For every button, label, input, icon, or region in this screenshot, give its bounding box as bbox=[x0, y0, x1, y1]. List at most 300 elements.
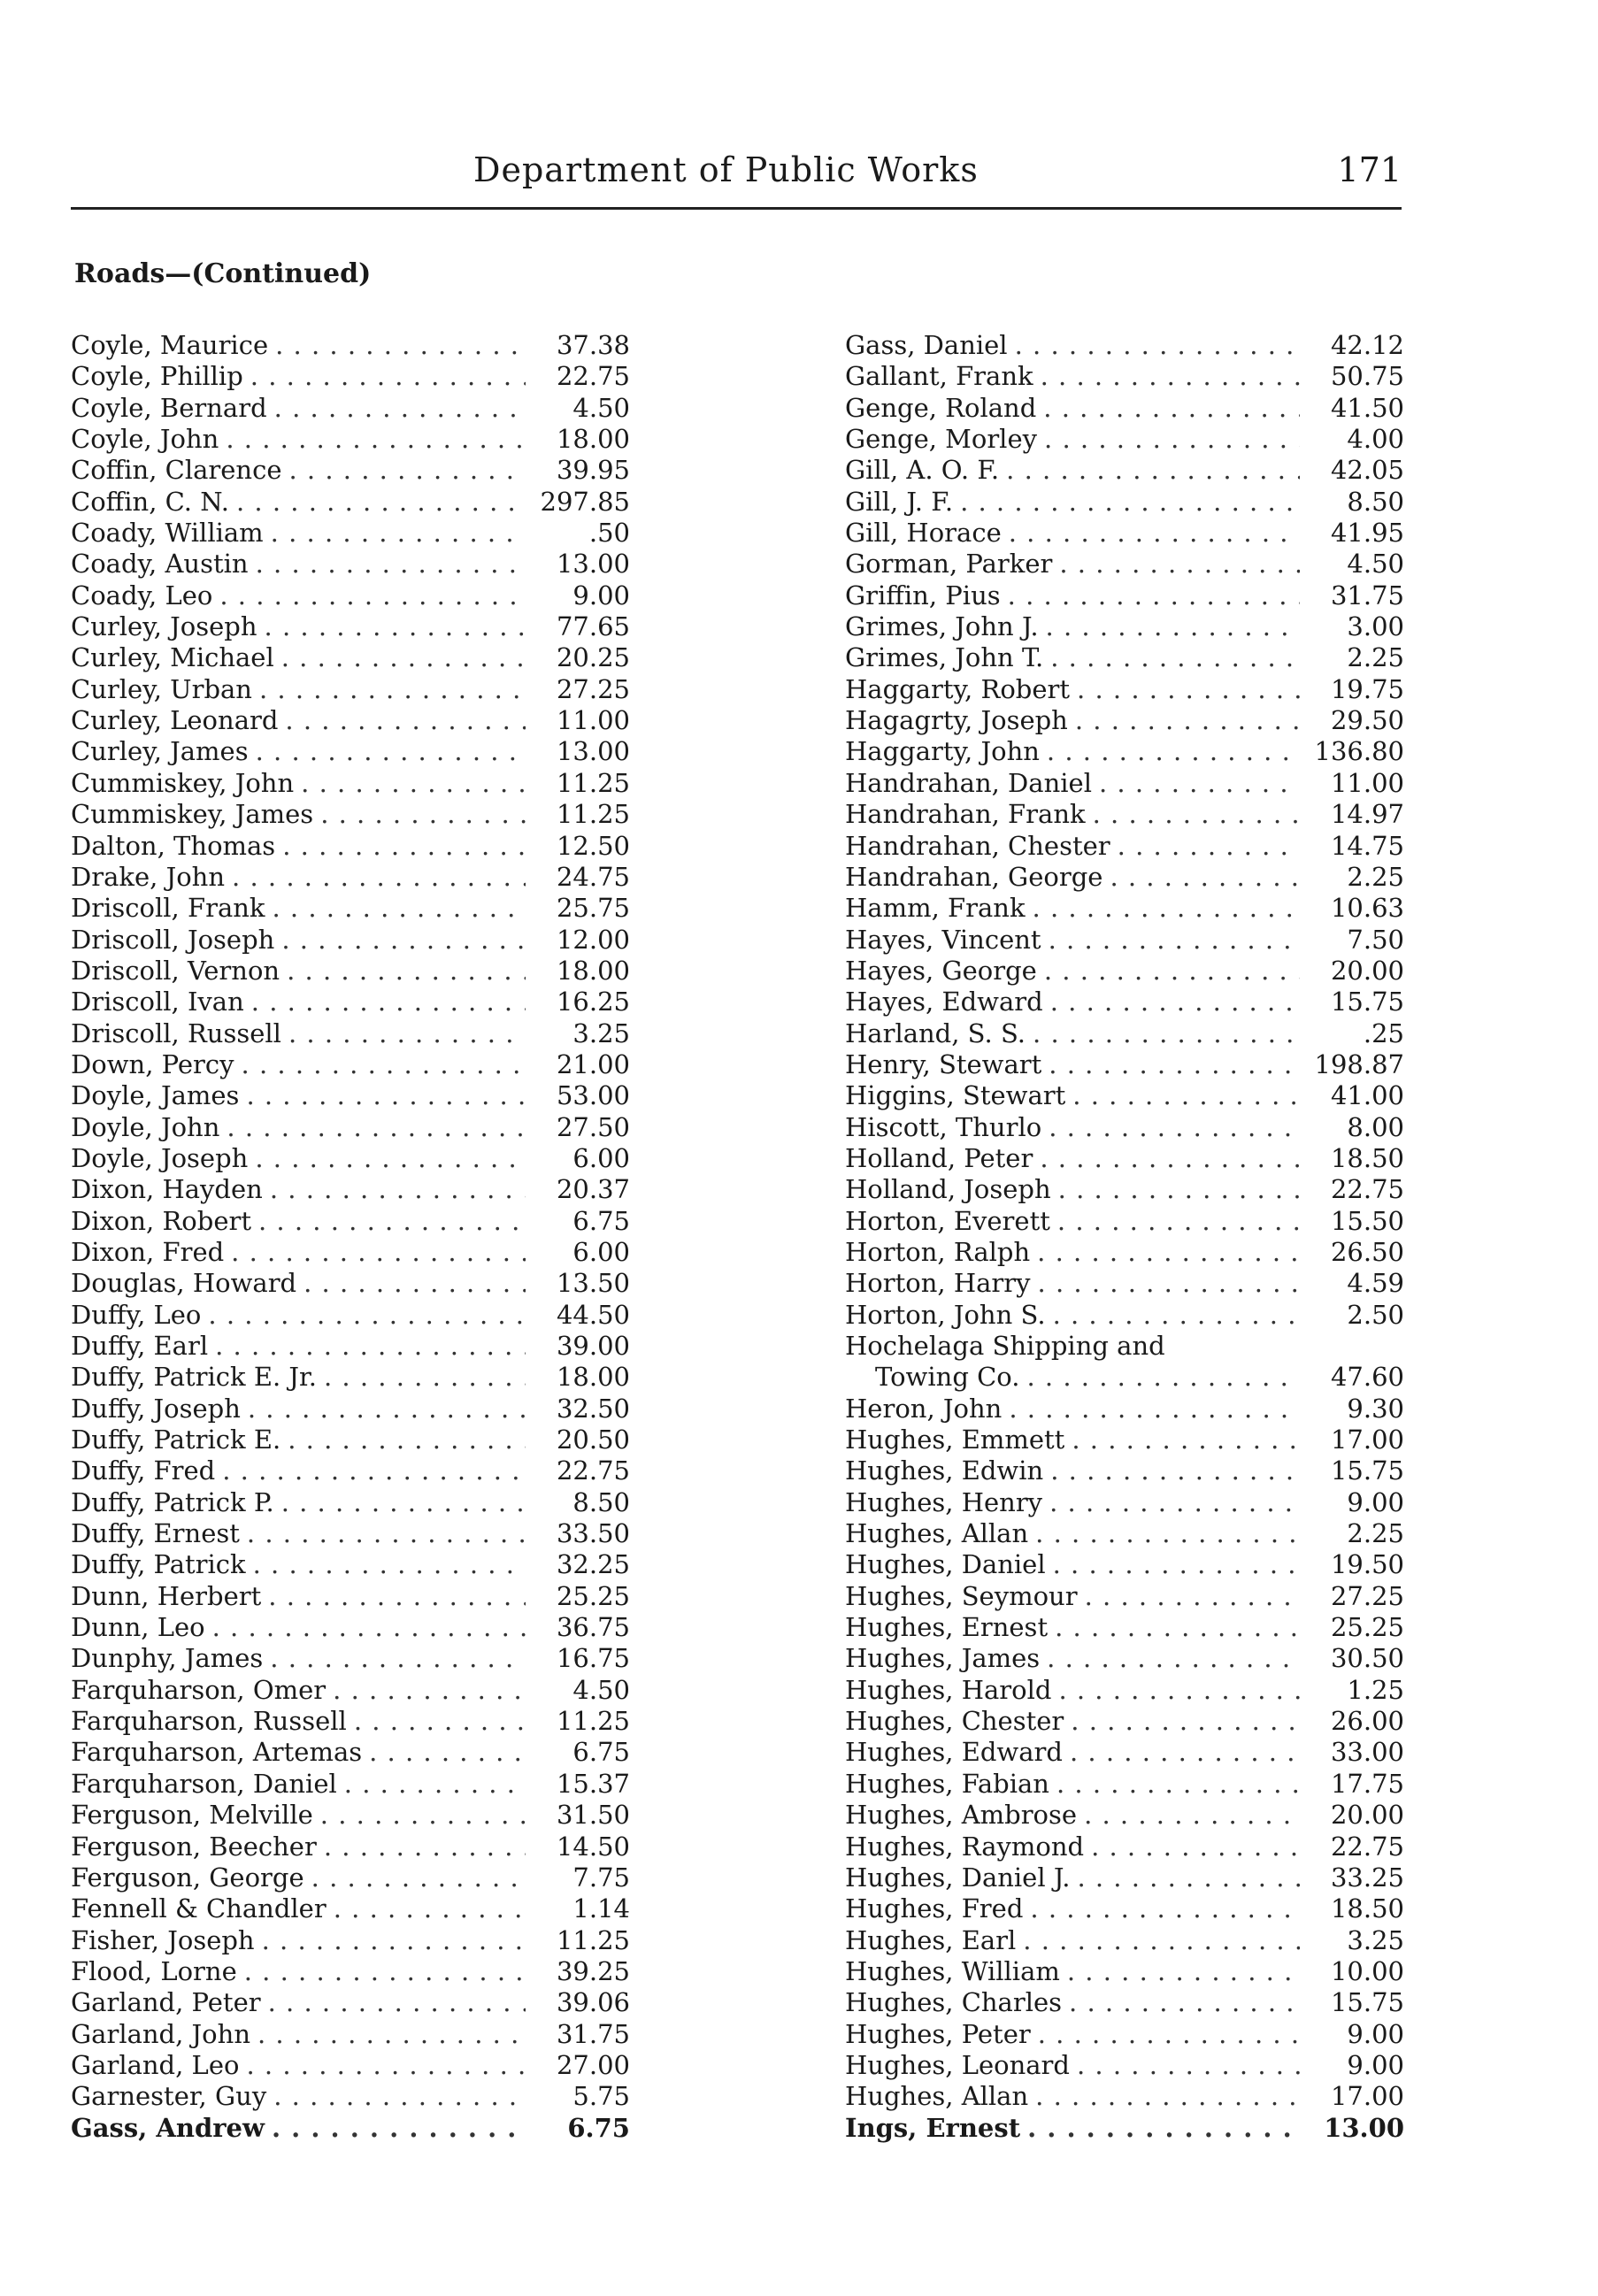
payment-amount: 41.50 bbox=[1330, 392, 1404, 423]
list-item bbox=[71, 1956, 630, 1987]
dot-leader bbox=[219, 580, 526, 611]
payment-amount: 37.38 bbox=[556, 330, 630, 360]
dot-leader bbox=[1084, 1800, 1300, 1831]
list-item bbox=[845, 1769, 1404, 1800]
dot-leader bbox=[259, 674, 526, 705]
payee-name: Duffy, Patrick P. bbox=[71, 1486, 274, 1517]
dot-leader bbox=[275, 330, 526, 361]
list-item bbox=[845, 2019, 1404, 2050]
payee-name: Hughes, Peter bbox=[845, 2018, 1031, 2049]
payee-name: Hughes, Ambrose bbox=[845, 1800, 1078, 1831]
dot-leader bbox=[1057, 1206, 1300, 1237]
payee-name: Farquharson, Omer bbox=[71, 1674, 327, 1705]
dot-leader bbox=[285, 705, 526, 736]
payment-amount: 20.00 bbox=[1330, 955, 1404, 986]
payment-amount: 136.80 bbox=[1314, 736, 1404, 767]
list-item bbox=[71, 1675, 630, 1706]
list-item bbox=[845, 1018, 1404, 1049]
payee-name: Driscoll, Russell bbox=[71, 1017, 281, 1048]
payee-name: Hughes, Seymour bbox=[845, 1580, 1078, 1611]
payee-name: Duffy, Leo bbox=[71, 1299, 202, 1330]
dot-leader bbox=[255, 1143, 526, 1174]
payee-name: Hayes, Vincent bbox=[845, 924, 1041, 955]
payment-amount: 16.25 bbox=[556, 987, 630, 1017]
payment-amount: 22.75 bbox=[1330, 1174, 1404, 1205]
payment-amount: 9.00 bbox=[1347, 2018, 1404, 2049]
payment-amount: 11.25 bbox=[556, 799, 630, 830]
payment-amount: 2.25 bbox=[1347, 642, 1404, 673]
dot-leader bbox=[281, 642, 526, 673]
payee-name: Gallant, Frank bbox=[845, 361, 1033, 392]
payee-name: Coady, Leo bbox=[71, 580, 213, 610]
payment-amount: 11.25 bbox=[556, 1924, 630, 1955]
page-number: 171 bbox=[1337, 150, 1402, 189]
list-item bbox=[71, 831, 630, 862]
payee-name: Hughes, Fred bbox=[845, 1893, 1024, 1924]
payment-amount: 8.00 bbox=[1347, 1111, 1404, 1142]
dot-leader bbox=[289, 455, 526, 486]
payee-name: Holland, Peter bbox=[845, 1142, 1033, 1173]
payee-name: Coffin, Clarence bbox=[71, 455, 282, 486]
dot-leader bbox=[1093, 799, 1300, 830]
payee-name: Haggarty, Robert bbox=[845, 673, 1071, 704]
dot-leader bbox=[231, 1237, 526, 1268]
payment-amount: 17.00 bbox=[1330, 2081, 1404, 2112]
list-item bbox=[71, 330, 630, 361]
list-item bbox=[71, 1893, 630, 1924]
payment-amount: 20.25 bbox=[556, 642, 630, 673]
dot-leader bbox=[320, 1800, 526, 1831]
list-item bbox=[71, 1518, 630, 1549]
payee-name: Griffin, Pius bbox=[845, 580, 1001, 610]
payee-name: Dixon, Robert bbox=[71, 1205, 251, 1236]
payment-amount: 15.50 bbox=[1330, 1205, 1404, 1236]
dot-leader bbox=[1072, 1080, 1300, 1111]
payee-name: Hagagrty, Joseph bbox=[845, 705, 1068, 736]
list-item bbox=[71, 1925, 630, 1956]
list-item bbox=[845, 1237, 1404, 1268]
list-item bbox=[71, 642, 630, 673]
list-item bbox=[845, 1455, 1404, 1486]
payment-amount: 15.75 bbox=[1330, 1455, 1404, 1486]
dot-leader bbox=[273, 2081, 526, 2112]
payment-amount: 15.75 bbox=[1330, 987, 1404, 1017]
list-item bbox=[845, 1675, 1404, 1706]
dot-leader bbox=[1049, 925, 1300, 956]
dot-leader bbox=[250, 361, 526, 392]
dot-leader bbox=[1085, 1581, 1300, 1612]
payee-name: Handrahan, Daniel bbox=[845, 767, 1092, 798]
payee-name: Curley, James bbox=[71, 736, 249, 767]
dot-leader bbox=[281, 1487, 526, 1518]
list-item bbox=[71, 1800, 630, 1831]
dot-leader bbox=[1050, 987, 1300, 1017]
payment-amount: 26.00 bbox=[1330, 1706, 1404, 1737]
payment-amount: 6.00 bbox=[572, 1142, 630, 1173]
dot-leader bbox=[274, 393, 526, 424]
dot-leader bbox=[268, 1987, 526, 2018]
list-item bbox=[71, 487, 630, 518]
dot-leader bbox=[324, 1831, 526, 1862]
dot-leader bbox=[1008, 580, 1300, 611]
payee-name: Doyle, John bbox=[71, 1111, 220, 1142]
dot-leader bbox=[1027, 2113, 1300, 2144]
list-item bbox=[845, 1893, 1404, 1924]
dot-leader bbox=[344, 1769, 526, 1800]
list-item bbox=[845, 799, 1404, 830]
list-item bbox=[71, 987, 630, 1017]
list-item bbox=[845, 487, 1404, 518]
list-item bbox=[845, 393, 1404, 424]
payee-name: Hughes, Allan bbox=[845, 2081, 1029, 2112]
payee-name: Horton, Harry bbox=[845, 1268, 1031, 1299]
list-item bbox=[845, 1487, 1404, 1518]
payment-amount: 7.75 bbox=[572, 1862, 630, 1893]
payment-amount: 41.95 bbox=[1330, 518, 1404, 549]
payee-name: Dunphy, James bbox=[71, 1643, 264, 1674]
payment-amount: 198.87 bbox=[1314, 1048, 1404, 1079]
list-item bbox=[71, 1831, 630, 1862]
payment-amount: 8.50 bbox=[1347, 486, 1404, 517]
dot-leader bbox=[1077, 2050, 1300, 2081]
payee-name: Horton, Everett bbox=[845, 1205, 1050, 1236]
list-item bbox=[845, 1737, 1404, 1768]
payment-amount: 6.00 bbox=[572, 1236, 630, 1267]
payment-amount: 4.50 bbox=[572, 1674, 630, 1705]
section-heading: Roads—(Continued) bbox=[74, 258, 372, 289]
list-item bbox=[71, 1487, 630, 1518]
list-item bbox=[71, 799, 630, 830]
dot-leader bbox=[282, 831, 526, 862]
payment-amount: 39.06 bbox=[556, 1987, 630, 2018]
payment-amount: 27.50 bbox=[556, 1111, 630, 1142]
dot-leader bbox=[1056, 1769, 1300, 1800]
dot-leader bbox=[1055, 1612, 1300, 1643]
list-item bbox=[71, 1706, 630, 1737]
dot-leader bbox=[287, 956, 526, 987]
dot-leader bbox=[333, 1675, 526, 1706]
dot-leader bbox=[1030, 1893, 1300, 1924]
dot-leader bbox=[1053, 1549, 1300, 1580]
list-item bbox=[71, 2081, 630, 2112]
list-item bbox=[845, 361, 1404, 392]
payment-amount: 5.75 bbox=[572, 2081, 630, 2112]
payee-name: Grimes, John T. bbox=[845, 642, 1044, 673]
payment-amount: 32.25 bbox=[556, 1549, 630, 1580]
list-item bbox=[71, 1206, 630, 1237]
list-item bbox=[845, 1424, 1404, 1455]
list-item bbox=[845, 1581, 1404, 1612]
dot-leader bbox=[288, 1424, 526, 1455]
dot-leader bbox=[288, 1018, 526, 1049]
payee-name: Curley, Michael bbox=[71, 642, 274, 673]
dot-leader bbox=[270, 1174, 526, 1205]
list-item bbox=[845, 330, 1404, 361]
payment-amount: 1.14 bbox=[572, 1893, 630, 1924]
list-item bbox=[71, 1268, 630, 1299]
payment-amount: 13.50 bbox=[556, 1268, 630, 1299]
payee-name: Duffy, Ernest bbox=[71, 1518, 240, 1549]
payment-amount: 39.95 bbox=[556, 455, 630, 486]
payment-amount: 20.00 bbox=[1330, 1800, 1404, 1831]
payment-amount: 33.25 bbox=[1330, 1862, 1404, 1893]
payment-amount: 77.65 bbox=[556, 611, 630, 642]
list-item bbox=[845, 1143, 1404, 1174]
dot-leader bbox=[1049, 1487, 1300, 1518]
dot-leader bbox=[960, 487, 1300, 518]
payment-amount: 6.75 bbox=[572, 1205, 630, 1236]
dot-leader bbox=[262, 1925, 526, 1956]
dot-leader bbox=[1009, 518, 1300, 549]
payee-name: Dalton, Thomas bbox=[71, 830, 276, 861]
list-item bbox=[845, 1268, 1404, 1299]
payment-amount: 33.50 bbox=[556, 1518, 630, 1549]
dot-leader bbox=[1046, 611, 1300, 642]
list-item bbox=[845, 2050, 1404, 2081]
list-item bbox=[845, 1987, 1404, 2018]
payee-name: Curley, Urban bbox=[71, 673, 252, 704]
list-item bbox=[845, 424, 1404, 455]
list-item bbox=[71, 1080, 630, 1111]
list-item bbox=[71, 2113, 630, 2144]
list-item bbox=[845, 925, 1404, 956]
payee-name: Duffy, Patrick E. Jr. bbox=[71, 1362, 317, 1393]
list-item bbox=[845, 1956, 1404, 1987]
dot-leader bbox=[258, 1206, 526, 1237]
payment-amount: 12.00 bbox=[556, 924, 630, 955]
list-item bbox=[71, 518, 630, 549]
payment-amount: 42.05 bbox=[1330, 455, 1404, 486]
dot-leader bbox=[324, 1362, 526, 1393]
list-item bbox=[71, 1174, 630, 1205]
payment-amount: 3.25 bbox=[572, 1017, 630, 1048]
payee-name: Hughes, Leonard bbox=[845, 2049, 1070, 2080]
payment-amount: 4.00 bbox=[1347, 424, 1404, 455]
list-item bbox=[71, 1143, 630, 1174]
payee-name: Henry, Stewart bbox=[845, 1048, 1042, 1079]
payee-name: Dunn, Herbert bbox=[71, 1580, 262, 1611]
list-item bbox=[71, 1018, 630, 1049]
list-item bbox=[71, 705, 630, 736]
payee-name: Farquharson, Russell bbox=[71, 1706, 347, 1737]
payee-name: Hayes, Edward bbox=[845, 987, 1043, 1017]
payment-amount: 10.63 bbox=[1330, 893, 1404, 924]
dot-leader bbox=[369, 1737, 526, 1768]
payment-amount: 39.25 bbox=[556, 1955, 630, 1986]
payee-name: Curley, Joseph bbox=[71, 611, 257, 642]
payee-name: Towing Co. bbox=[875, 1362, 1020, 1393]
list-item bbox=[71, 1862, 630, 1893]
dot-leader bbox=[1091, 1831, 1300, 1862]
payee-name: Hughes, Charles bbox=[845, 1987, 1063, 2018]
payee-name: Heron, John bbox=[845, 1393, 1003, 1424]
payment-amount: 24.75 bbox=[556, 861, 630, 892]
payment-amount: 11.00 bbox=[1330, 767, 1404, 798]
payment-amount: 41.00 bbox=[1330, 1080, 1404, 1111]
payment-amount: 10.00 bbox=[1330, 1955, 1404, 1986]
payment-amount: .50 bbox=[588, 518, 630, 549]
list-item bbox=[845, 1331, 1404, 1362]
payee-name: Duffy, Patrick bbox=[71, 1549, 246, 1580]
list-item bbox=[845, 1080, 1404, 1111]
dot-leader bbox=[334, 1893, 526, 1924]
payment-amount: 6.75 bbox=[567, 2112, 630, 2143]
dot-leader bbox=[208, 1300, 526, 1331]
page-header bbox=[71, 150, 1402, 203]
payment-amount: 11.25 bbox=[556, 767, 630, 798]
list-item bbox=[845, 831, 1404, 862]
payee-name: Handrahan, Frank bbox=[845, 799, 1086, 830]
payment-amount: 9.00 bbox=[1347, 1486, 1404, 1517]
payee-name: Ings, Ernest bbox=[845, 2112, 1021, 2143]
dot-leader bbox=[272, 2113, 526, 2144]
list-item bbox=[71, 1394, 630, 1424]
dot-leader bbox=[246, 1080, 526, 1111]
payee-name: Coady, William bbox=[71, 518, 264, 549]
payee-name: Garland, Peter bbox=[71, 1987, 261, 2018]
dot-leader bbox=[256, 736, 526, 767]
payee-name: Hamm, Frank bbox=[845, 893, 1026, 924]
dot-leader bbox=[1053, 1300, 1300, 1331]
list-item bbox=[845, 862, 1404, 893]
payment-amount: 26.50 bbox=[1330, 1236, 1404, 1267]
payee-name: Driscoll, Ivan bbox=[71, 987, 244, 1017]
list-item bbox=[71, 862, 630, 893]
payment-amount: 18.50 bbox=[1330, 1893, 1404, 1924]
payee-name: Grimes, John J. bbox=[845, 611, 1039, 642]
dot-leader bbox=[1015, 330, 1300, 361]
payment-amount: 20.37 bbox=[556, 1174, 630, 1205]
dot-leader bbox=[265, 611, 526, 642]
payment-amount: 17.00 bbox=[1330, 1424, 1404, 1455]
dot-leader bbox=[242, 1049, 526, 1080]
payment-amount: 12.50 bbox=[556, 830, 630, 861]
list-item bbox=[845, 2081, 1404, 2112]
dot-leader bbox=[1071, 1706, 1300, 1737]
dot-leader bbox=[257, 2019, 526, 2050]
list-item bbox=[71, 2019, 630, 2050]
payee-name: Coady, Austin bbox=[71, 549, 249, 580]
payee-name: Ferguson, Melville bbox=[71, 1800, 313, 1831]
payee-name: Cummiskey, John bbox=[71, 767, 295, 798]
payment-amount: 39.00 bbox=[556, 1331, 630, 1361]
payee-name: Fisher, Joseph bbox=[71, 1924, 255, 1955]
payment-amount: 18.50 bbox=[1330, 1142, 1404, 1173]
dot-leader bbox=[244, 1956, 526, 1987]
payment-amount: 27.00 bbox=[556, 2049, 630, 2080]
payment-amount: 22.75 bbox=[556, 361, 630, 392]
payee-name: Ferguson, George bbox=[71, 1862, 304, 1893]
dot-leader bbox=[301, 768, 526, 799]
dot-leader bbox=[1075, 705, 1300, 736]
dot-leader bbox=[1099, 768, 1300, 799]
payment-amount: 30.50 bbox=[1330, 1643, 1404, 1674]
payee-name: Hayes, George bbox=[845, 955, 1037, 986]
payee-name: Driscoll, Joseph bbox=[71, 924, 275, 955]
list-item bbox=[71, 1643, 630, 1674]
list-item bbox=[845, 674, 1404, 705]
payee-name: Gass, Andrew bbox=[71, 2112, 265, 2143]
dot-leader bbox=[1070, 1737, 1300, 1768]
payment-amount: 31.75 bbox=[556, 2018, 630, 2049]
list-item bbox=[71, 1455, 630, 1486]
payee-name: Garland, Leo bbox=[71, 2049, 240, 2080]
payee-name: Hughes, Daniel bbox=[845, 1549, 1046, 1580]
payee-name: Ferguson, Beecher bbox=[71, 1831, 317, 1862]
list-item bbox=[845, 1706, 1404, 1737]
payee-name: Coyle, Bernard bbox=[71, 392, 267, 423]
list-item bbox=[71, 1237, 630, 1268]
payment-amount: 7.50 bbox=[1347, 924, 1404, 955]
dot-leader bbox=[1023, 1925, 1300, 1956]
dot-leader bbox=[1110, 862, 1300, 893]
payee-name: Hiscott, Thurlo bbox=[845, 1111, 1042, 1142]
payment-amount: 13.00 bbox=[556, 549, 630, 580]
payee-name: Hughes, Daniel J. bbox=[845, 1862, 1071, 1893]
dot-leader bbox=[1058, 1675, 1300, 1706]
list-item bbox=[845, 768, 1404, 799]
list-item bbox=[71, 1612, 630, 1643]
payment-amount: 42.12 bbox=[1330, 330, 1404, 360]
list-item bbox=[71, 925, 630, 956]
payee-name: Hughes, James bbox=[845, 1643, 1041, 1674]
payment-amount: 29.50 bbox=[1330, 705, 1404, 736]
list-item bbox=[845, 642, 1404, 673]
payment-amount: 1.25 bbox=[1347, 1674, 1404, 1705]
payment-amount: 22.75 bbox=[556, 1455, 630, 1486]
list-item bbox=[71, 424, 630, 455]
dot-leader bbox=[1049, 1049, 1300, 1080]
dot-leader bbox=[1047, 736, 1300, 767]
payee-name: Doyle, Joseph bbox=[71, 1142, 249, 1173]
payee-name: Handrahan, George bbox=[845, 861, 1103, 892]
payment-amount: 21.00 bbox=[556, 1048, 630, 1079]
list-item bbox=[845, 455, 1404, 486]
payee-name: Dixon, Fred bbox=[71, 1236, 225, 1267]
payee-name: Driscoll, Vernon bbox=[71, 955, 280, 986]
dot-leader bbox=[272, 893, 526, 924]
list-item bbox=[71, 455, 630, 486]
list-item bbox=[71, 549, 630, 580]
dot-leader bbox=[311, 1862, 526, 1893]
payment-amount: 25.25 bbox=[1330, 1612, 1404, 1643]
dot-leader bbox=[1044, 424, 1300, 455]
list-item bbox=[71, 1737, 630, 1768]
payee-name: Fennell & Chandler bbox=[71, 1893, 327, 1924]
dot-leader bbox=[236, 487, 526, 518]
dot-leader bbox=[271, 518, 526, 549]
payment-amount: 14.75 bbox=[1330, 830, 1404, 861]
dot-leader bbox=[1038, 2019, 1300, 2050]
payee-name: Genge, Morley bbox=[845, 424, 1038, 455]
payment-amount: 53.00 bbox=[556, 1080, 630, 1111]
payee-name: Gorman, Parker bbox=[845, 549, 1053, 580]
payee-name: Hughes, Raymond bbox=[845, 1831, 1085, 1862]
payment-amount: 3.25 bbox=[1347, 1924, 1404, 1955]
payment-amount: 4.50 bbox=[572, 392, 630, 423]
payment-amount: 27.25 bbox=[1330, 1580, 1404, 1611]
payment-amount: 33.00 bbox=[1330, 1737, 1404, 1768]
payee-name: Drake, John bbox=[71, 861, 226, 892]
list-item bbox=[71, 1300, 630, 1331]
payment-amount: 36.75 bbox=[556, 1612, 630, 1643]
payee-name: Hughes, Emmett bbox=[845, 1424, 1065, 1455]
list-item bbox=[845, 1800, 1404, 1831]
left-column bbox=[71, 330, 630, 2144]
payment-amount: 2.50 bbox=[1347, 1299, 1404, 1330]
payment-amount: 9.00 bbox=[572, 580, 630, 610]
payment-amount: 297.85 bbox=[540, 486, 630, 517]
